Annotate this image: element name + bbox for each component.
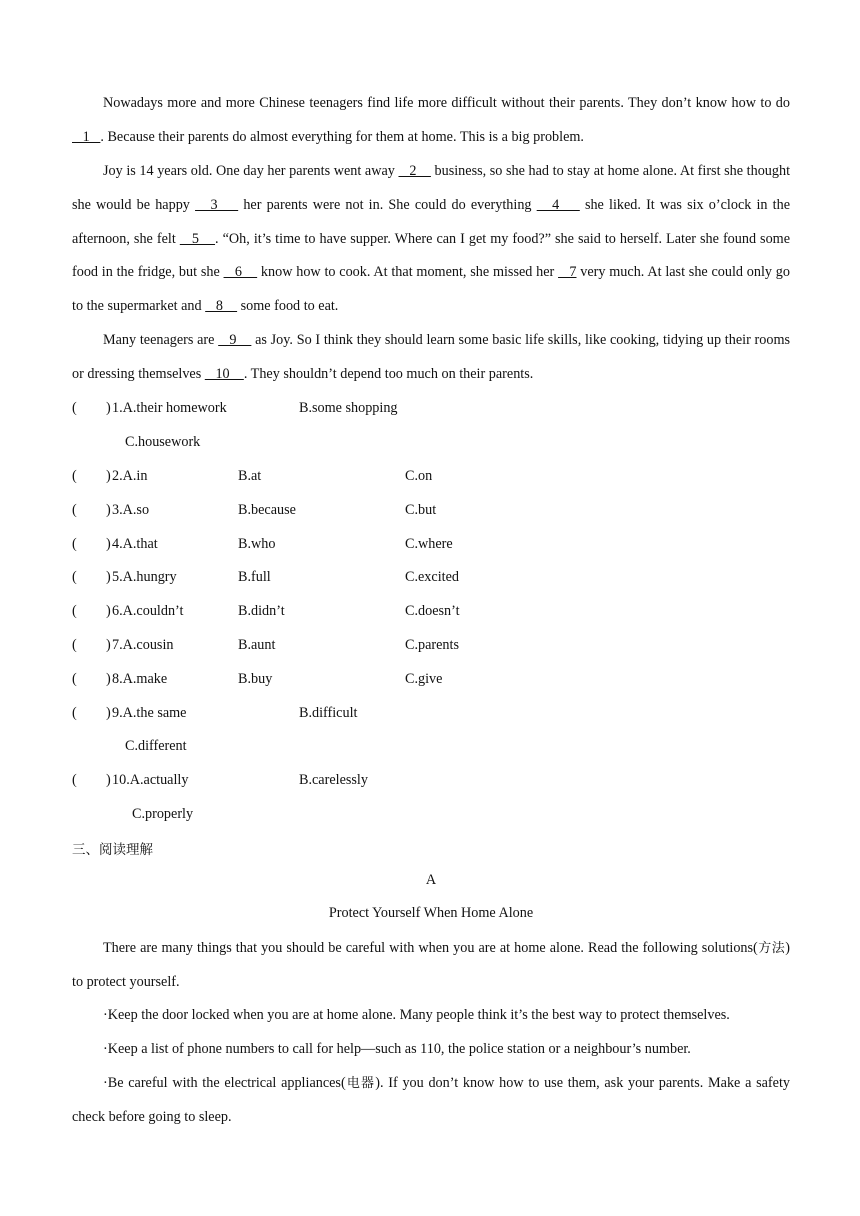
passage-text: some food to eat.	[237, 298, 339, 315]
passage-text: she liked. It was six o’clock in the afternoon, she felt	[72, 196, 790, 247]
answer-paren-close: )	[106, 705, 111, 721]
blank-9: 9	[218, 332, 252, 348]
question-1-cont	[72, 432, 272, 452]
question-2	[72, 466, 492, 486]
passage-text: There are many things that you should be careful with when you are at home alone. Read the following solutions(	[103, 940, 758, 956]
reading-intro	[72, 932, 790, 1000]
answer-paren-close: )	[106, 400, 111, 416]
passage-text: her parents were not in. She could do everything	[238, 196, 537, 213]
passage-text: . “Oh, it’s time to have supper. Where can I get my food?” she said to herself. Later she found some food in the fridge, but she	[72, 230, 791, 281]
option-c: C.excited	[405, 569, 459, 585]
option-c: C.parents	[405, 637, 459, 653]
question-9	[72, 703, 472, 723]
option-b: B.at	[238, 468, 262, 484]
question-10-cont	[72, 804, 272, 824]
answer-paren-open: (	[72, 468, 77, 484]
option-c: C.housework	[125, 434, 201, 450]
answer-paren-close: )	[106, 569, 111, 585]
question-8	[72, 669, 492, 689]
option-c: C.where	[405, 536, 453, 552]
passage-text: business, so she had to stay at home alone. At first she thought she would be happy	[72, 163, 791, 213]
blank-7: 7	[558, 264, 577, 281]
answer-paren-close: )	[106, 502, 111, 518]
option-c: C.properly	[132, 806, 194, 822]
passage-letter: A	[425, 872, 437, 888]
answer-paren-open: (	[72, 536, 77, 552]
option-a: 3.A.so	[112, 502, 150, 518]
passage-text: ) to protect yourself.	[72, 940, 790, 990]
answer-paren-open: (	[72, 705, 77, 721]
answer-paren-open: (	[72, 569, 77, 585]
passage-paragraph-3	[72, 324, 790, 392]
answer-paren-open: (	[72, 502, 77, 518]
passage-paragraph-1	[72, 87, 790, 155]
option-a: 9.A.the same	[112, 705, 187, 721]
option-a: 6.A.couldn’t	[112, 603, 184, 619]
blank-2: 2	[398, 163, 431, 179]
tip-3	[72, 1067, 790, 1135]
option-a: 1.A.their homework	[112, 400, 227, 416]
option-b: B.buy	[238, 671, 273, 687]
answer-paren-close: )	[106, 637, 111, 653]
option-a: 8.A.make	[112, 671, 168, 687]
question-5	[72, 567, 492, 587]
blank-8: 8	[205, 298, 238, 315]
option-b: B.difficult	[299, 705, 358, 721]
option-c: C.doesn’t	[405, 603, 460, 619]
option-b: B.aunt	[238, 637, 276, 653]
question-4	[72, 534, 492, 554]
option-b: B.who	[238, 536, 276, 552]
question-7	[72, 635, 492, 655]
option-c: C.different	[125, 738, 187, 754]
option-b: B.carelessly	[299, 772, 368, 788]
passage-text: Nowadays more and more Chinese teenagers find life more difficult without their parents. They don’t know how to do	[103, 95, 790, 111]
section-heading: 三、阅读理解	[72, 842, 153, 858]
passage-text: very much. At last she could only go to the supermarket and	[72, 264, 790, 315]
blank-10: 10	[204, 365, 244, 382]
passage-text: Joy is 14 years old. One day her parents went away	[103, 163, 399, 179]
chinese-gloss: 方法	[757, 941, 786, 956]
passage-text: . They shouldn’t depend too much on their parents.	[243, 365, 534, 382]
passage-text: Many teenagers are	[103, 332, 219, 348]
passage-text: . Because their parents do almost everything for them at home. This is a big problem.	[100, 128, 584, 145]
blank-6: 6	[223, 264, 258, 281]
answer-paren-close: )	[106, 468, 111, 484]
passage-title: Protect Yourself When Home Alone	[328, 905, 534, 921]
passage-text: ·Be careful with the electrical appliances(	[103, 1075, 346, 1091]
option-a: 2.A.in	[112, 468, 148, 484]
passage-text: know how to cook. At that moment, she missed her	[257, 264, 559, 281]
option-c: C.give	[405, 671, 443, 687]
option-b: B.didn’t	[238, 603, 285, 619]
answer-paren-open: (	[72, 400, 77, 416]
blank-5: 5	[179, 230, 216, 247]
option-a: 10.A.actually	[112, 772, 189, 788]
answer-paren-open: (	[72, 772, 77, 788]
option-b: B.because	[238, 502, 296, 518]
question-10	[72, 770, 472, 790]
option-a: 5.A.hungry	[112, 569, 177, 585]
blank-1: 1	[72, 128, 101, 145]
answer-paren-close: )	[106, 603, 111, 619]
answer-paren-close: )	[106, 772, 111, 788]
option-a: 7.A.cousin	[112, 637, 174, 653]
tip-2: ·Keep a list of phone numbers to call for help—such as 110, the police station or a neighbour’s number.	[103, 1041, 691, 1057]
chinese-gloss: 电器	[345, 1076, 376, 1091]
answer-paren-open: (	[72, 671, 77, 687]
tip-1: ·Keep the door locked when you are at home alone. Many people think it’s the best way to protect themselves.	[103, 1007, 730, 1023]
blank-3: 3	[195, 196, 239, 213]
blank-4: 4	[536, 196, 580, 213]
answer-paren-close: )	[106, 671, 111, 687]
answer-paren-open: (	[72, 603, 77, 619]
question-9-cont	[72, 736, 272, 756]
question-1	[72, 398, 472, 418]
option-c: C.but	[405, 502, 437, 518]
passage-paragraph-2	[72, 155, 790, 324]
question-6	[72, 601, 492, 621]
passage-text: as Joy. So I think they should learn some basic life skills, like cooking, tidying up their rooms or dressing themselves	[72, 332, 790, 382]
answer-paren-open: (	[72, 637, 77, 653]
passage-text: ). If you don’t know how to use them, ask your parents. Make a safety check before going to sleep.	[72, 1075, 790, 1125]
answer-paren-close: )	[106, 536, 111, 552]
option-b: B.some shopping	[299, 400, 398, 416]
option-a: 4.A.that	[112, 536, 158, 552]
option-b: B.full	[238, 569, 271, 585]
question-3	[72, 500, 492, 520]
option-c: C.on	[405, 468, 433, 484]
